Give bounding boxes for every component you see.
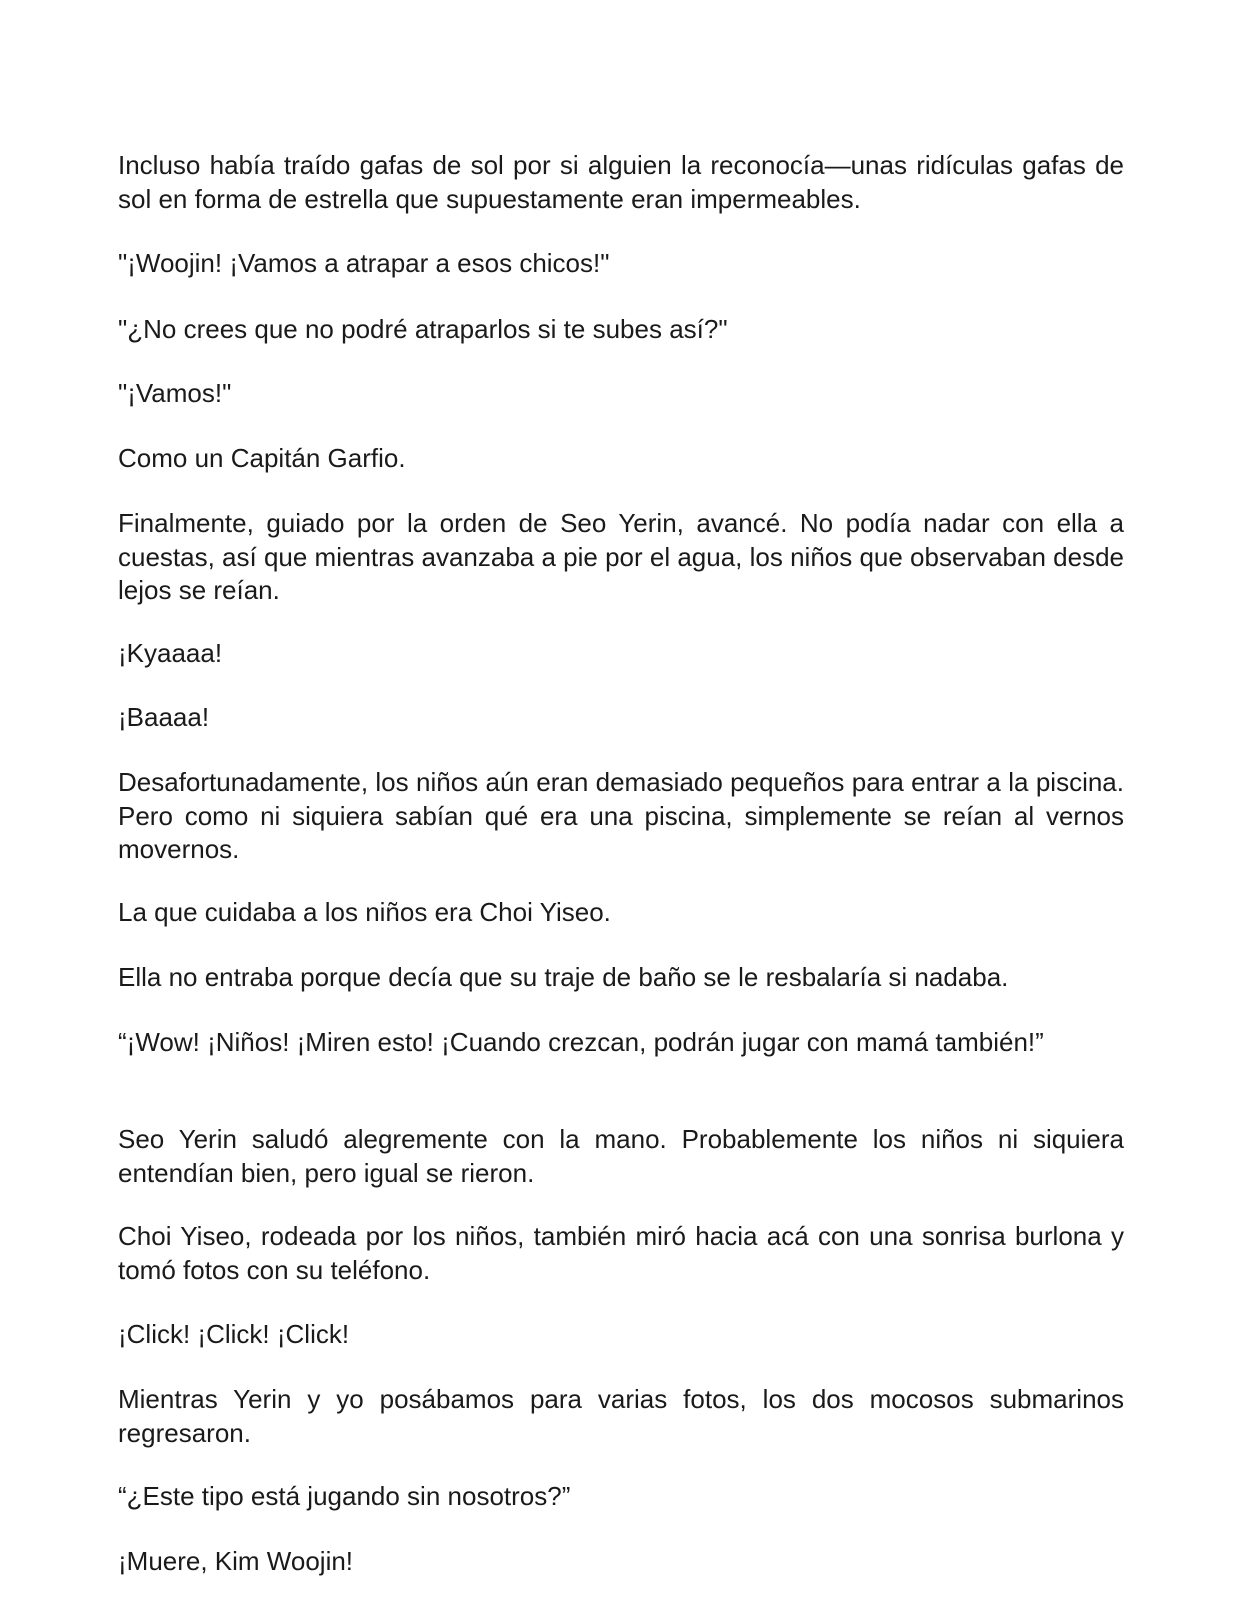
paragraph: ¡Click! ¡Click! ¡Click! bbox=[118, 1319, 350, 1349]
paragraph: ¡Baaaa! bbox=[118, 702, 210, 732]
paragraph: Desafortunadamente, los niños aún eran demasiado pequeños para entrar a la piscina. Pero como ni siquiera sabían qué era una piscina, simplemente se reían al vernos movernos. bbox=[118, 767, 1124, 864]
paragraph: Incluso había traído gafas de sol por si alguien la reconocía—unas ridículas gafas de sol en forma de estrella que supuestamente eran impermeables. bbox=[118, 150, 1124, 214]
paragraph: ¡Muere, Kim Woojin! bbox=[118, 1546, 354, 1576]
paragraph: “¡Wow! ¡Niños! ¡Miren esto! ¡Cuando crezcan, podrán jugar con mamá también!” bbox=[118, 1027, 1044, 1057]
paragraph: Finalmente, guiado por la orden de Seo Yerin, avancé. No podía nadar con ella a cuestas, así que mientras avanzaba a pie por el agua, los niños que observaban desde lejos se reían. bbox=[118, 508, 1125, 605]
paragraph: Choi Yiseo, rodeada por los niños, también miró hacia acá con una sonrisa burlona y tomó fotos con su teléfono. bbox=[118, 1221, 1124, 1285]
paragraph: Como un Capitán Garfio. bbox=[118, 443, 406, 473]
paragraph: La que cuidaba a los niños era Choi Yiseo. bbox=[118, 897, 611, 927]
paragraph: Ella no entraba porque decía que su traje de baño se le resbalaría si nadaba. bbox=[118, 962, 1009, 992]
paragraph: "¿No crees que no podré atraparlos si te subes así?" bbox=[118, 314, 728, 344]
paragraph: Seo Yerin saludó alegremente con la mano. Probablemente los niños ni siquiera entendían bien, pero igual se rieron. bbox=[118, 1124, 1124, 1188]
paragraph: "¡Vamos!" bbox=[118, 378, 232, 408]
paragraph: "¡Woojin! ¡Vamos a atrapar a esos chicos!" bbox=[118, 248, 610, 278]
paragraph: ¡Kyaaaa! bbox=[118, 638, 223, 668]
paragraph: “¿Este tipo está jugando sin nosotros?” bbox=[118, 1481, 571, 1511]
paragraph: Mientras Yerin y yo posábamos para varias fotos, los dos mocosos submarinos regresaron. bbox=[118, 1384, 1124, 1448]
